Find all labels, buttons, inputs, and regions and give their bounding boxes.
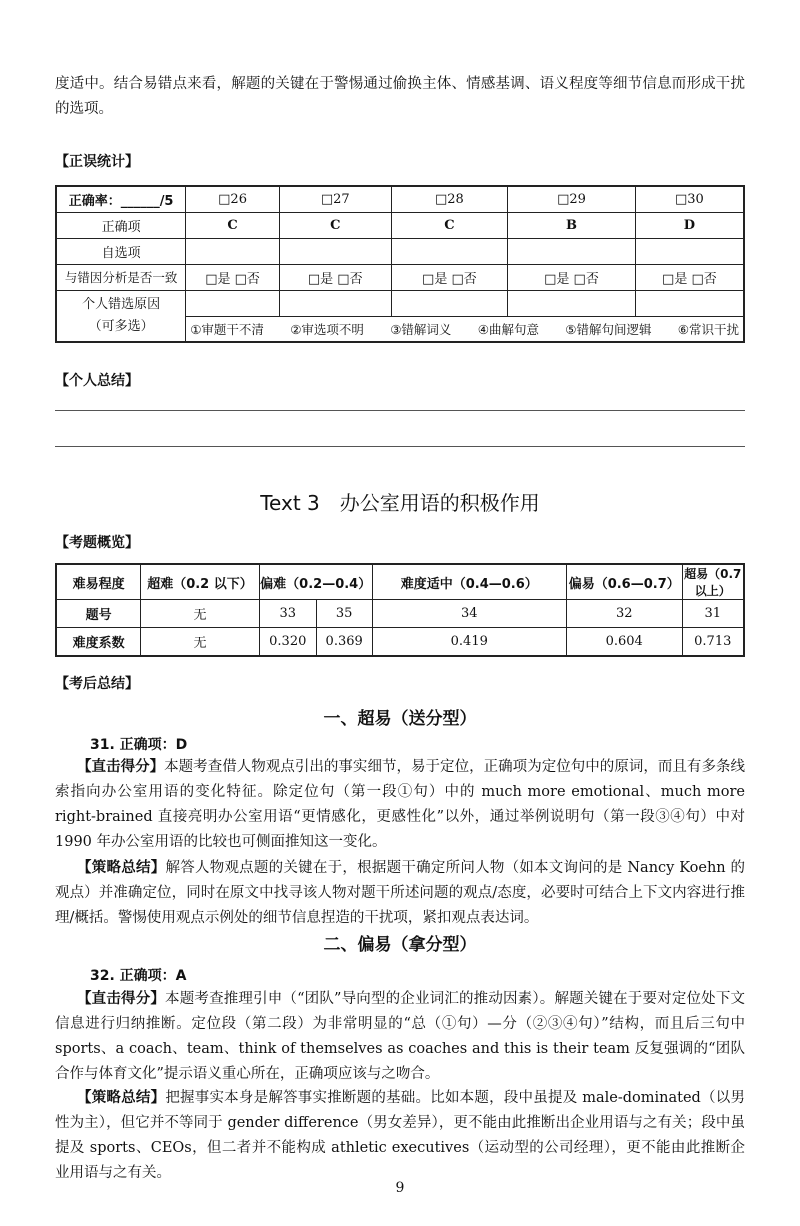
coef-cell: 0.604 xyxy=(566,628,682,656)
summary-heading: 【个人总结】 xyxy=(55,373,139,389)
reason-option[interactable]: ④曲解句意 xyxy=(477,321,539,337)
answer-label: 正确项 xyxy=(56,212,186,238)
match-checkbox[interactable]: □是 □否 xyxy=(635,264,744,290)
section-2-title: 二、偏易（拿分型） xyxy=(323,935,477,955)
question-cell: □27 xyxy=(279,186,391,212)
page-number: 9 xyxy=(395,1180,405,1196)
difficulty-table xyxy=(55,563,745,657)
answer-cell: D xyxy=(635,212,744,238)
coef-cell: 0.320 xyxy=(259,628,316,656)
reason-label-cell xyxy=(56,290,186,342)
q31-text-2: 解答人物观点题的关键在于，根据题干确定所问人物（如本文询问的是 Nancy Koehn 的观点）并准确定位，同时在原文中找寻该人物对题干所述问题的观点/态度，必要时可结合上下文内容进行推理/概括。警惕使用观点示例处的细节信息捏造的干扰项，紧扣观点表达词。 xyxy=(55,860,745,926)
reason-option[interactable]: ③错解词义 xyxy=(390,321,452,337)
table-row xyxy=(56,628,744,656)
section-1-title: 一、超易（送分型） xyxy=(323,709,477,729)
coef-cell: 无 xyxy=(141,628,260,656)
stats-table xyxy=(55,185,745,343)
q31-text-1: 本题考查借人物观点引出的事实细节，易于定位，正确项为定位句中的原词，而且有多条线索指向办公室用语的变化特征。除定位句（第一段①句）中的 much more emotional、much more right-brained 直接亮明办公室用语“更情感化，更感性化”以外，通过举例说明句（第一段③④句）中对 1990 年办公室用语的比较也可侧面推知这一变化。 xyxy=(55,759,746,850)
summary-line-1[interactable] xyxy=(55,410,745,411)
self-cell[interactable] xyxy=(186,238,280,264)
q31-para-2 xyxy=(55,856,745,931)
q32-answer: 32. 正确项：A xyxy=(90,968,187,984)
num-cell: 无 xyxy=(141,600,260,628)
summary-line-2[interactable] xyxy=(55,446,745,447)
question-cell: □26 xyxy=(186,186,280,212)
self-cell[interactable] xyxy=(279,238,391,264)
reason-blank[interactable] xyxy=(391,290,508,316)
num-cell: 32 xyxy=(566,600,682,628)
coef-cell: 0.369 xyxy=(316,628,372,656)
answer-cell: C xyxy=(186,212,280,238)
q32-para-2 xyxy=(55,1086,745,1186)
self-cell[interactable] xyxy=(508,238,636,264)
coef-label: 难度系数 xyxy=(56,628,141,656)
table-row xyxy=(56,564,744,600)
header-cell: 难易程度 xyxy=(56,564,141,600)
reason-label: 个人错选原因 xyxy=(82,296,161,312)
self-label: 自选项 xyxy=(56,238,186,264)
self-cell[interactable] xyxy=(391,238,508,264)
match-checkbox[interactable]: □是 □否 xyxy=(279,264,391,290)
q31-tag-1: 【直击得分】 xyxy=(77,759,165,775)
table-row xyxy=(56,238,744,264)
num-cell: 35 xyxy=(316,600,372,628)
num-cell: 33 xyxy=(259,600,316,628)
question-cell: □28 xyxy=(391,186,508,212)
q31-para-1 xyxy=(55,755,745,855)
reason-blank[interactable] xyxy=(279,290,391,316)
table-row xyxy=(56,264,744,290)
reason-blank[interactable] xyxy=(635,290,744,316)
reason-option[interactable]: ①审题干不清 xyxy=(190,321,264,337)
reason-option[interactable]: ②审选项不明 xyxy=(290,321,364,337)
header-cell: 超易（0.7 以上） xyxy=(682,564,744,600)
q32-text-2: 把握事实本身是解答事实推断题的基础。比如本题，段中虽提及 male-dominated（以男性为主），但它并不等同于 gender difference（男女差异），更不能由此推断出企业用语与之有关；段中虽提及 sports、CEOs，但二者并不能构成 athletic executives（运动型的公司经理），更不能由此推断企业用语与之有关。 xyxy=(55,1090,745,1181)
num-label: 题号 xyxy=(56,600,141,628)
coef-cell: 0.419 xyxy=(372,628,566,656)
reason-options-cell xyxy=(186,316,744,342)
match-label: 与错因分析是否一致 xyxy=(56,264,186,290)
table-row xyxy=(56,290,744,316)
q31-answer: 31. 正确项：D xyxy=(90,737,188,753)
after-heading: 【考后总结】 xyxy=(55,676,139,692)
rate-cell: 正确率：______/5 xyxy=(56,186,186,212)
reason-blank[interactable] xyxy=(508,290,636,316)
intro-paragraph: 度适中。结合易错点来看，解题的关键在于警惕通过偷换主体、情感基调、语义程度等细节信息而形成干扰的选项。 xyxy=(55,76,745,117)
header-cell: 难度适中（0.4—0.6） xyxy=(372,564,566,600)
coef-cell: 0.713 xyxy=(682,628,744,656)
question-cell: □29 xyxy=(508,186,636,212)
text3-title: Text 3 办公室用语的积极作用 xyxy=(260,491,540,515)
num-cell: 31 xyxy=(682,600,744,628)
q32-para-1 xyxy=(55,987,745,1087)
reason-option[interactable]: ⑤错解句间逻辑 xyxy=(565,321,652,337)
question-cell: □30 xyxy=(635,186,744,212)
overview-heading: 【考题概览】 xyxy=(55,535,139,551)
match-checkbox[interactable]: □是 □否 xyxy=(186,264,280,290)
q32-tag-1: 【直击得分】 xyxy=(77,991,166,1007)
num-cell: 34 xyxy=(372,600,566,628)
header-cell: 超难（0.2 以下） xyxy=(141,564,260,600)
answer-cell: C xyxy=(279,212,391,238)
match-checkbox[interactable]: □是 □否 xyxy=(508,264,636,290)
table-row xyxy=(56,186,744,212)
table-row xyxy=(56,212,744,238)
stats-heading: 【正误统计】 xyxy=(55,154,139,170)
header-cell: 偏难（0.2—0.4） xyxy=(259,564,372,600)
q31-tag-2: 【策略总结】 xyxy=(77,860,166,876)
table-row xyxy=(56,600,744,628)
answer-cell: C xyxy=(391,212,508,238)
reason-sublabel: （可多选） xyxy=(88,318,154,334)
reason-option[interactable]: ⑥常识干扰 xyxy=(677,321,739,337)
q32-tag-2: 【策略总结】 xyxy=(77,1090,166,1106)
header-cell: 偏易（0.6—0.7） xyxy=(566,564,682,600)
match-checkbox[interactable]: □是 □否 xyxy=(391,264,508,290)
reason-blank[interactable] xyxy=(186,290,280,316)
self-cell[interactable] xyxy=(635,238,744,264)
answer-cell: B xyxy=(508,212,636,238)
q32-text-1: 本题考查推理引申（“团队”导向型的企业词汇的推动因素）。解题关键在于要对定位处下文信息进行归纳推断。定位段（第二段）为非常明显的“总（①句）—分（②③④句）”结构，而且后三句中 sports、a coach、team、think of themselves as coaches and this is their team 反复强调的“团队合作与体育文化”提示语义重心所在，正确项应该与之吻合。 xyxy=(55,991,746,1082)
